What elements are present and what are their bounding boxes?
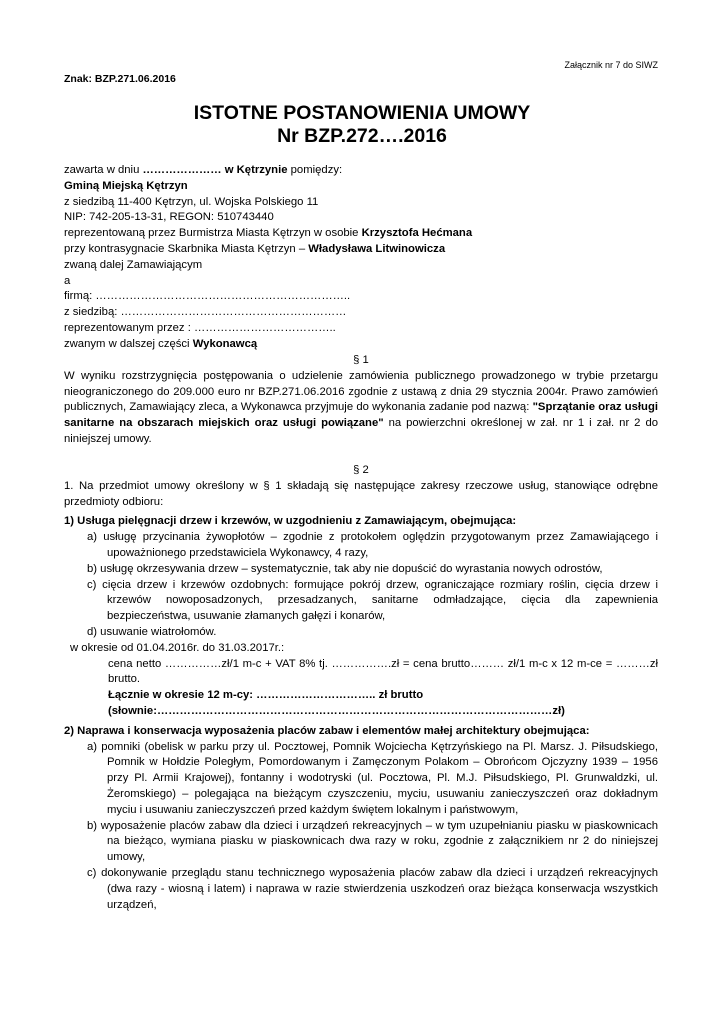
section-2 — [64, 463, 658, 913]
municipality-name: Gminą Miejską Kętrzyn — [64, 179, 188, 192]
countersign-prefix: przy kontrasygnacie Skarbnika Miasta Kętrzyn – — [64, 242, 309, 255]
section-2-intro: 1. Na przedmiot umowy określony w § 1 składają się następujące zakresy rzeczowe usług, stanowiące odrębne przedmioty odbioru: — [64, 479, 658, 508]
item-1-heading: 1) Usługa pielęgnacji drzew i krzewów, w uzgodnieniu z Zamawiającym, obejmująca: — [64, 515, 517, 528]
item-1-price: cena netto ……………zł/1 m-c + VAT 8% tj. …………….zł = cena brutto……… zł/1 m-c x 12 m-ce = ………zł brutto. — [108, 657, 658, 686]
item-2-a: a) pomniki (obelisk w parku przy ul. Pocztowej, Pomnik Wojciecha Kętrzyńskiego na Pl. Marsz. J. Piłsudskiego, Pomnik w Hołdzie Poległym, Pomordowanym i Zamęczonym Polakom – Obrońcom Ojczyzny 1939 – 1956 przy Pl. Armii Krajowej), fontanny i wodotryski (ul. Pocztowa, Pl. M.J. Piłsudskiego, Pl. Grunwaldzki, ul. Żeromskiego) – polegająca na bieżącym czyszczeniu, myciu, usuwaniu zanieczyszczeń oraz dokładnym myciu i usuwaniu zanieczyszczeń przed każdym świętem lokalnym i państwowym, — [87, 740, 658, 816]
title-line-2: Nr BZP.272….2016 — [277, 125, 447, 147]
concluded-prefix: zawarta w dniu — [64, 164, 143, 176]
item-1-a: a) usługę przycinania żywopłotów – zgodnie z protokołem oględzin przygotowanym przez Zamawiającego i upoważnionego przedstawiciela Wykonawcy, 4 razy, — [87, 531, 658, 559]
item-1-c: c) cięcia drzew i krzewów ozdobnych: formujące pokrój drzew, ograniczające rozmiary roślin, cięcia drzew i krzewów nowoposadzonych, przesadzanych, sanitarne odmładzające, cięcia dla zapewnienia bezpieczeństwa, usuwanie złamanych gałęzi i konarów, — [87, 578, 658, 623]
document-title — [0, 102, 724, 148]
attachment-note: Załącznik nr 7 do SIWZ — [564, 60, 658, 70]
item-2-heading: 2) Naprawa i konserwacja wyposażenia placów zabaw i elementów małej architektury obejmująca: — [64, 724, 590, 737]
concluded-place: ………………… w Kętrzynie — [142, 164, 288, 176]
conjunction-and: a — [64, 274, 71, 287]
municipality-nip-regon: NIP: 742-205-13-31, REGON: 510743440 — [64, 211, 274, 224]
contractor-firm-field: firmą: ………………………………………………………….. — [64, 290, 351, 303]
contractor-label-line — [64, 337, 472, 353]
section-1-text-b: na powierzchni określonej w zał. nr 1 i zał. nr 2 do niniejszej umowy. — [64, 417, 659, 445]
contractor-rep-field: reprezentowanym przez : ……………………………….. — [64, 321, 336, 334]
ordering-party-label: zwaną dalej Zamawiającym — [64, 258, 203, 271]
mayor-name: Krzysztofa Hećmana — [361, 227, 473, 240]
concluded-line — [64, 163, 472, 179]
section-1-mark: § 1 — [353, 354, 369, 366]
item-1-b: b) usługę okrzesywania drzew – systematycznie, tak aby nie dopuścić do wyrastania nowych odrostów, — [87, 562, 603, 575]
section-1 — [64, 353, 658, 448]
title-line-1: ISTOTNE POSTANOWIENIA UMOWY — [193, 102, 531, 124]
item-1-words: (słownie:……………………………………………………………………………………………zł) — [108, 704, 565, 717]
represented-line — [64, 226, 472, 242]
contractor-prefix: zwanym w dalszej części — [64, 337, 193, 350]
concluded-suffix: pomiędzy: — [287, 164, 343, 176]
item-2-b: b) wyposażenie placów zabaw dla dzieci i urządzeń rekreacyjnych – w tym uzupełnianiu piasku w piaskownicach na bieżąco, wymiana piasku w piaskownicach dwa razy w roku, zgodnie z załącznikiem nr 2 do niniejszej umowy, — [87, 819, 658, 864]
countersign-line — [64, 242, 472, 258]
municipality-address: z siedzibą 11-400 Kętrzyn, ul. Wojska Polskiego 11 — [64, 195, 319, 208]
contractor-name: Wykonawcą — [192, 337, 258, 350]
section-1-text-a: W wyniku rozstrzygnięcia postępowania o udzielenie zamówienia publicznego prowadzonego w trybie przetargu nieograniczonego do 209.000 euro nr BZP.271.06.2016 zgodnie z ustawą z dnia 29 stycznia 2004r. Prawo zamówień publicznych, Zamawiający zleca, a Wykonawca przyjmuje do wykonania zadanie pod nazwą: — [64, 369, 658, 414]
item-1-period: w okresie od 01.04.2016r. do 31.03.2017r.: — [70, 641, 285, 654]
contractor-seat-field: z siedzibą: …………………………………………………… — [64, 306, 347, 319]
item-1-total: Łącznie w okresie 12 m-cy: ………………………….. zł brutto — [108, 689, 424, 702]
section-1-text — [64, 369, 658, 448]
treasurer-name: Władysława Litwinowicza — [308, 242, 446, 255]
item-1-d: d) usuwanie wiatrołomów. — [87, 625, 217, 638]
parties-block — [64, 163, 472, 353]
item-2-c: c) dokonywanie przeglądu stanu technicznego wyposażenia placów zabaw dla dzieci i urządzeń rekreacyjnych (dwa razy - wiosną i latem) i naprawa w razie stwierdzenia uszkodzeń oraz bieżąca konserwacja wszystkich urządzeń, — [87, 866, 658, 911]
reference-number: Znak: BZP.271.06.2016 — [64, 73, 176, 85]
task-name: "Sprzątanie oraz usługi sanitarne na obszarach miejskich oraz usługi powiązane" — [64, 401, 658, 430]
represented-prefix: reprezentowaną przez Burmistrza Miasta Kętrzyn w osobie — [64, 227, 362, 240]
section-2-mark: § 2 — [353, 464, 369, 476]
